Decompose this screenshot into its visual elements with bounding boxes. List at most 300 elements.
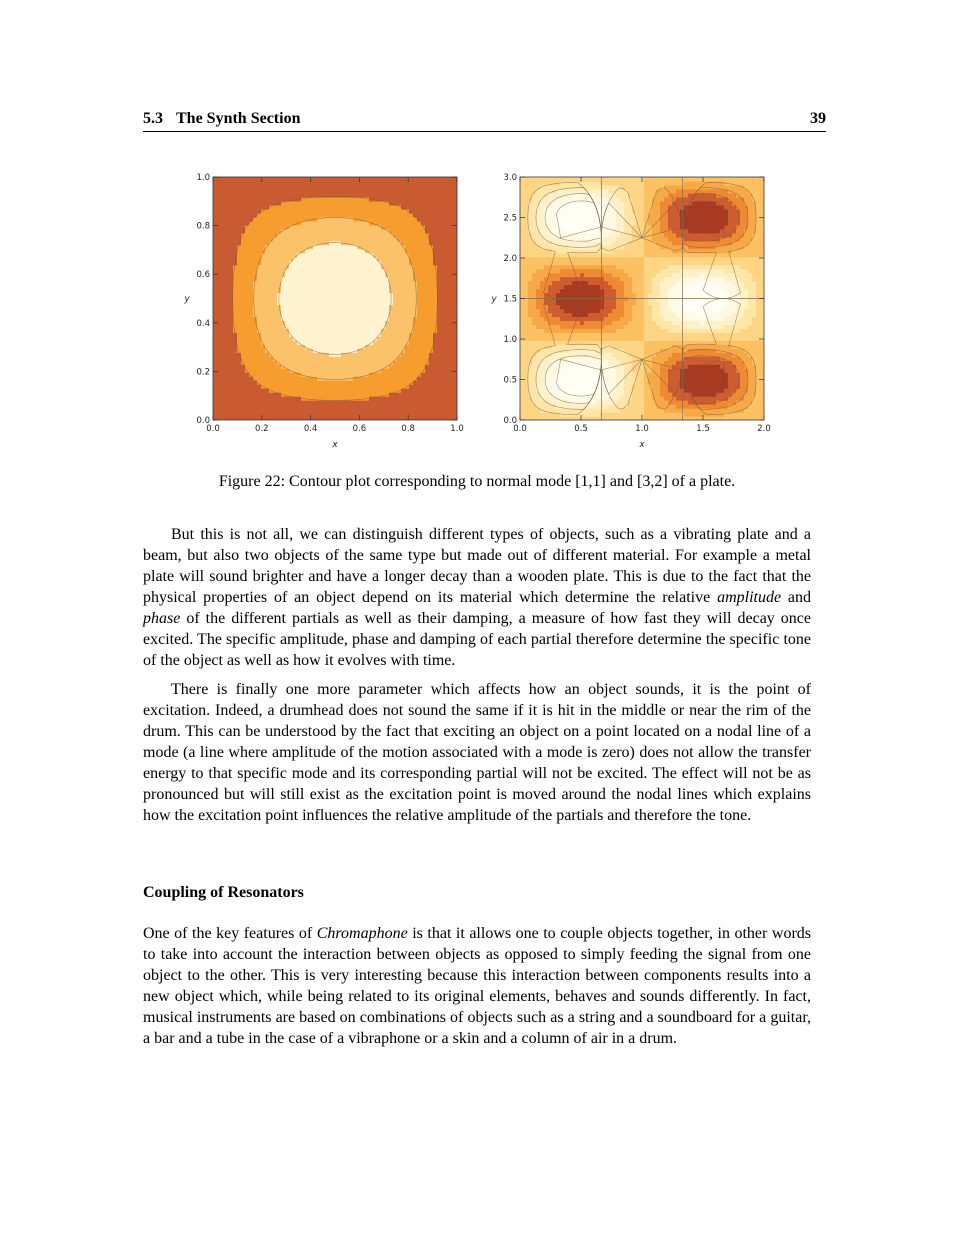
contour-cell [229,376,234,381]
contour-cell [417,281,422,286]
contour-cell [273,237,278,242]
contour-cell [413,340,418,345]
contour-cell [321,384,326,389]
contour-cell [568,320,573,325]
contour-cell [572,289,577,294]
contour-cell [397,368,402,373]
contour-cell [257,205,262,210]
contour-cell [249,297,254,302]
contour-cell [532,364,537,369]
contour-cell [393,281,398,286]
contour-cell [556,177,561,182]
contour-cell [305,221,310,226]
contour-cell [544,245,549,250]
contour-cell [301,205,306,210]
contour-cell [377,293,382,298]
contour-cell [289,412,294,417]
contour-cell [576,408,581,413]
contour-cell [257,360,262,365]
contour-cell [317,281,322,286]
contour-cell [333,293,338,298]
contour-cell [401,273,406,278]
contour-cell [532,253,537,258]
contour-cell [584,312,589,317]
contour-cell [397,221,402,226]
contour-cell [405,308,410,313]
contour-cell [289,297,294,302]
contour-cell [417,392,422,397]
contour-cell [281,205,286,210]
contour-cell [441,344,446,349]
contour-cell [293,241,298,246]
contour-cell [572,308,577,313]
contour-cell [552,376,557,381]
contour-cell [540,205,545,210]
contour-cell [217,253,222,258]
contour-cell [329,336,334,341]
contour-cell [233,281,238,286]
contour-cell [425,412,430,417]
contour-cell [389,352,394,357]
contour-cell [233,356,238,361]
contour-cell [596,201,601,206]
contour-cell [417,245,422,250]
contour-cell [261,273,266,278]
contour-cell [345,277,350,282]
contour-cell [309,388,314,393]
contour-cell [309,380,314,385]
contour-cell [213,217,218,222]
contour-cell [325,304,330,309]
contour-cell [449,273,454,278]
contour-cell [321,408,326,413]
contour-cell [281,209,286,214]
contour-cell [425,297,430,302]
contour-cell [353,193,358,198]
contour-cell [213,400,218,405]
contour-cell [341,209,346,214]
contour-cell [353,269,358,274]
contour-cell [544,412,549,417]
contour-cell [528,316,533,321]
contour-cell [417,404,422,409]
contour-cell [381,177,386,182]
contour-cell [261,348,266,353]
contour-cell [337,392,342,397]
contour-cell [377,356,382,361]
contour-cell [329,181,334,186]
contour-cell [329,348,334,353]
contour-cell [313,289,318,294]
contour-cell [385,356,390,361]
contour-cell [245,281,250,286]
contour-cell [357,380,362,385]
contour-cell [449,277,454,282]
contour-cell [528,380,533,385]
contour-cell [337,185,342,190]
contour-cell [441,265,446,270]
contour-cell [253,205,258,210]
contour-cell [576,209,581,214]
contour-cell [249,352,254,357]
contour-cell [361,404,366,409]
contour-cell [520,368,525,373]
contour-cell [580,277,585,282]
contour-plot-left [183,173,463,450]
contour-cell [596,261,601,266]
contour-cell [381,285,386,290]
contour-cell [576,273,581,278]
contour-cell [373,412,378,417]
contour-cell [576,261,581,266]
contour-cell [429,193,434,198]
contour-cell [544,265,549,270]
contour-cell [393,273,398,278]
contour-cell [405,277,410,282]
contour-cell [245,293,250,298]
contour-cell [385,289,390,294]
contour-cell [257,396,262,401]
contour-cell [293,181,298,186]
contour-cell [425,265,430,270]
contour-cell [221,340,226,345]
contour-cell [373,360,378,365]
contour-cell [588,336,593,341]
contour-cell [425,185,430,190]
contour-cell [361,265,366,270]
contour-cell [552,372,557,377]
contour-cell [592,289,597,294]
contour-cell [532,308,537,313]
contour-cell [576,304,581,309]
contour-cell [285,277,290,282]
contour-cell [337,249,342,254]
contour-cell [592,257,597,262]
contour-cell [229,217,234,222]
contour-cell [540,281,545,286]
contour-cell [333,336,338,341]
contour-cell [389,328,394,333]
contour-cell [560,324,565,329]
contour-cell [520,360,525,365]
contour-cell [401,257,406,262]
contour-cell [253,229,258,234]
contour-cell [257,197,262,202]
contour-cell [225,241,230,246]
contour-cell [405,360,410,365]
contour-cell [568,201,573,206]
contour-cell [217,221,222,226]
contour-cell [568,396,573,401]
contour-cell [564,332,569,337]
contour-cell [361,396,366,401]
contour-cell [305,237,310,242]
contour-cell [273,368,278,373]
contour-cell [229,205,234,210]
contour-cell [293,380,298,385]
contour-cell [369,344,374,349]
contour-cell [249,364,254,369]
contour-cell [357,269,362,274]
contour-cell [421,300,426,305]
contour-cell [309,237,314,242]
contour-cell [333,308,338,313]
contour-cell [437,197,442,202]
contour-cell [393,336,398,341]
contour-cell [425,340,430,345]
contour-cell [273,352,278,357]
contour-cell [289,356,294,361]
contour-cell [285,372,290,377]
contour-cell [429,233,434,238]
contour-cell [265,209,270,214]
contour-cell [329,245,334,250]
contour-cell [341,197,346,202]
contour-cell [225,261,230,266]
contour-cell [401,277,406,282]
contour-cell [401,304,406,309]
contour-cell [441,185,446,190]
contour-cell [277,261,282,266]
contour-cell [277,297,282,302]
contour-cell [381,384,386,389]
contour-cell [369,213,374,218]
contour-cell [377,340,382,345]
contour-cell [385,177,390,182]
contour-cell [333,328,338,333]
contour-cell [588,189,593,194]
contour-cell [596,312,601,317]
contour-cell [409,249,414,254]
contour-cell [409,181,414,186]
contour-cell [269,320,274,325]
contour-cell [425,320,430,325]
contour-cell [421,221,426,226]
contour-cell [329,289,334,294]
contour-cell [353,241,358,246]
contour-cell [289,360,294,365]
contour-cell [596,281,601,286]
contour-cell [213,205,218,210]
contour-cell [349,185,354,190]
contour-cell [321,265,326,270]
contour-cell [249,273,254,278]
contour-cell [257,181,262,186]
contour-cell [341,181,346,186]
contour-cell [520,209,525,214]
contour-cell [221,213,226,218]
contour-cell [520,304,525,309]
contour-cell [532,185,537,190]
contour-cell [520,293,525,298]
contour-cell [381,277,386,282]
contour-cell [540,221,545,226]
contour-cell [325,277,330,282]
contour-cell [297,233,302,238]
contour-cell [321,412,326,417]
contour-cell [413,201,418,206]
contour-cell [393,368,398,373]
contour-cell [373,277,378,282]
contour-cell [293,273,298,278]
contour-cell [528,312,533,317]
contour-cell [425,197,430,202]
contour-cell [241,181,246,186]
contour-cell [289,285,294,290]
contour-cell [425,245,430,250]
contour-cell [449,233,454,238]
contour-cell [393,253,398,258]
contour-cell [253,237,258,242]
contour-cell [572,368,577,373]
contour-cell [277,285,282,290]
contour-cell [389,241,394,246]
contour-cell [389,332,394,337]
contour-cell [337,336,342,341]
contour-cell [520,408,525,413]
contour-cell [225,293,230,298]
contour-cell [572,241,577,246]
contour-cell [377,269,382,274]
contour-cell [584,277,589,282]
contour-cell [445,273,450,278]
contour-cell [441,241,446,246]
contour-cell [361,193,366,198]
contour-cell [229,269,234,274]
contour-cell [313,344,318,349]
contour-cell [397,293,402,298]
contour-cell [385,293,390,298]
contour-cell [237,193,242,198]
contour-cell [520,177,525,182]
contour-cell [361,293,366,298]
contour-cell [588,221,593,226]
contour-cell [449,201,454,206]
contour-cell [353,285,358,290]
contour-cell [329,300,334,305]
contour-cell [548,253,553,258]
contour-cell [213,332,218,337]
contour-cell [313,285,318,290]
contour-cell [237,201,242,206]
contour-cell [429,412,434,417]
contour-cell [337,408,342,413]
contour-cell [397,408,402,413]
contour-cell [552,324,557,329]
contour-cell [409,205,414,210]
contour-cell [568,277,573,282]
contour-cell [289,265,294,270]
contour-cell [333,221,338,226]
contour-cell [369,225,374,230]
contour-cell [528,308,533,313]
contour-cell [317,340,322,345]
contour-cell [560,241,565,246]
contour-cell [524,229,529,234]
contour-cell [385,332,390,337]
contour-cell [544,177,549,182]
contour-cell [433,352,438,357]
contour-cell [217,380,222,385]
contour-cell [397,364,402,369]
contour-cell [341,269,346,274]
contour-cell [297,344,302,349]
contour-cell [353,297,358,302]
contour-cell [520,181,525,186]
contour-cell [441,281,446,286]
contour-cell [548,285,553,290]
contour-cell [337,293,342,298]
contour-cell [281,384,286,389]
contour-cell [333,408,338,413]
contour-cell [556,253,561,258]
contour-cell [520,193,525,198]
contour-cell [333,233,338,238]
contour-cell [560,312,565,317]
contour-cell [540,300,545,305]
contour-cell [397,308,402,313]
contour-cell [437,404,442,409]
contour-cell [341,336,346,341]
contour-cell [281,396,286,401]
contour-cell [225,396,230,401]
contour-cell [592,360,597,365]
contour-cell [261,328,266,333]
contour-cell [281,293,286,298]
contour-cell [425,253,430,258]
contour-cell [441,189,446,194]
contour-cell [572,181,577,186]
contour-cell [333,281,338,286]
contour-cell [277,181,282,186]
contour-cell [544,376,549,381]
contour-cell [592,376,597,381]
contour-cell [445,261,450,266]
contour-cell [305,396,310,401]
contour-cell [337,328,342,333]
contour-cell [281,253,286,258]
contour-cell [341,261,346,266]
contour-cell [564,281,569,286]
contour-plots [180,165,780,465]
contour-cell [409,281,414,286]
contour-cell [429,308,434,313]
contour-cell [568,348,573,353]
contour-cell [449,241,454,246]
contour-cell [273,225,278,230]
contour-cell [273,312,278,317]
contour-cell [409,344,414,349]
contour-cell [405,221,410,226]
contour-cell [361,320,366,325]
contour-cell [213,408,218,413]
contour-cell [333,332,338,337]
contour-cell [381,233,386,238]
contour-cell [409,316,414,321]
contour-cell [365,352,370,357]
contour-cell [297,308,302,313]
contour-cell [217,360,222,365]
contour-cell [556,320,561,325]
contour-cell [229,392,234,397]
contour-cell [548,177,553,182]
contour-cell [401,181,406,186]
contour-cell [349,324,354,329]
contour-cell [556,328,561,333]
contour-cell [540,404,545,409]
contour-cell [257,308,262,313]
contour-cell [568,364,573,369]
